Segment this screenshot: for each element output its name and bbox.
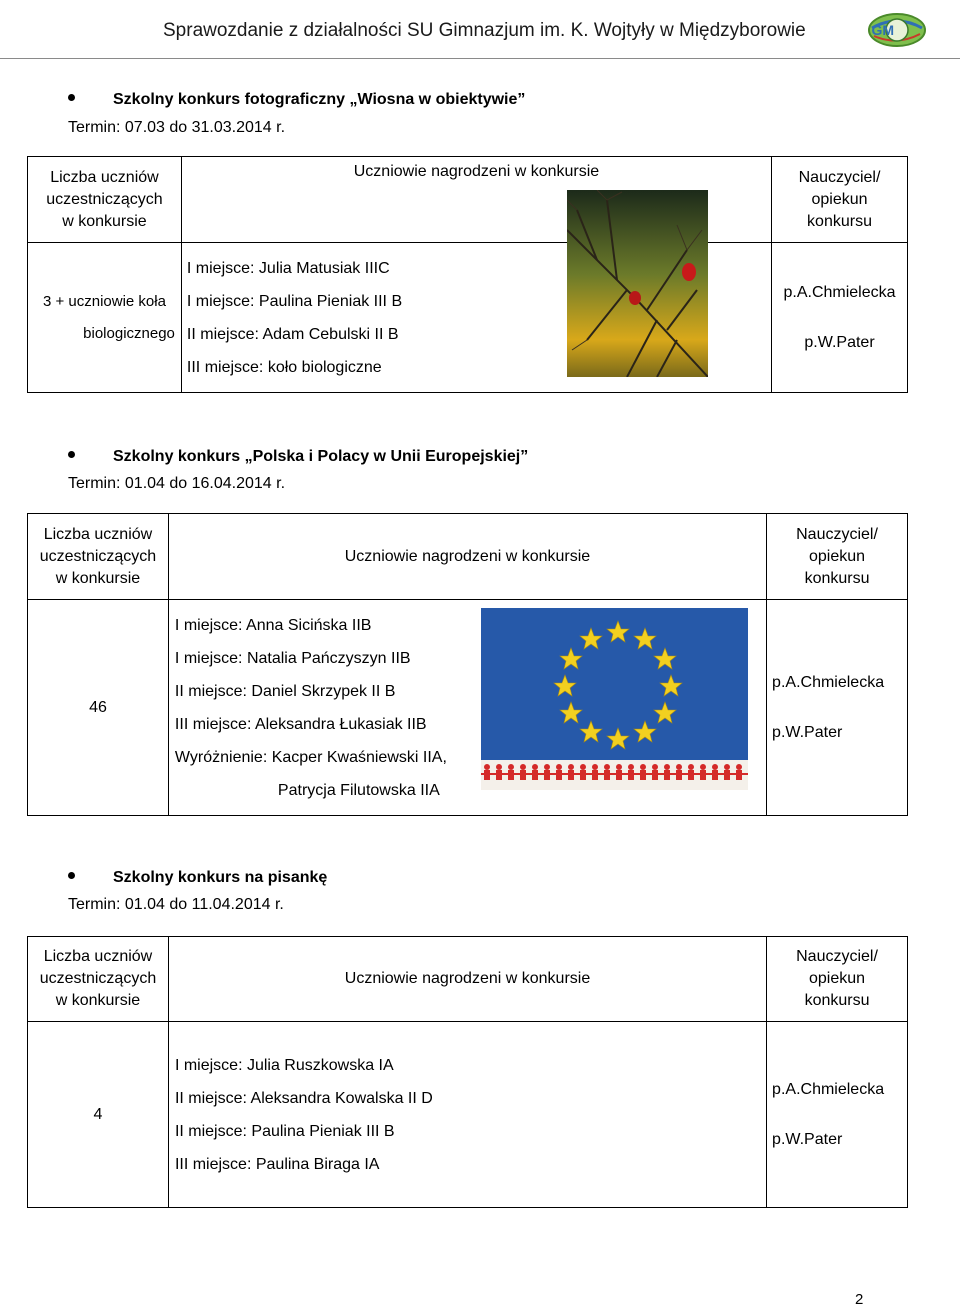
header-participants: Liczba uczniów uczestniczących w konkursie (28, 937, 169, 1022)
section-title: Szkolny konkurs fotograficzny „Wiosna w obiektywie” (68, 91, 525, 109)
section-title: Szkolny konkurs „Polska i Polacy w Unii Europejskiej” (68, 448, 528, 466)
header-title: Sprawozdanie z działalności SU Gimnazjum im. K. Wojtyły w Międzyborowie (163, 20, 806, 41)
section-title: Szkolny konkurs na pisankę (68, 869, 327, 887)
page-number: 2 (855, 1291, 864, 1308)
header-winners: Uczniowie nagrodzeni w konkursie (168, 937, 766, 1022)
teacher-cell: p.A.Chmielecka p.W.Pater (767, 1022, 908, 1208)
rosehip-branch-photo (567, 190, 708, 377)
results-table (27, 513, 908, 816)
winners-cell: I miejsce: Anna Sicińska IIB I miejsce: Natalia Pańczyszyn IIB II miejsce: Daniel Skrzypek II B III miejsce: Aleksandra Łukasiak IIB Wyróżnienie: Kacper Kwaśniewski IIA, Patrycja Filutowska IIA (168, 600, 766, 816)
section-date: Termin: 07.03 do 31.03.2014 r. (68, 119, 286, 136)
bullet-icon (68, 451, 75, 458)
header-teacher: Nauczyciel/ opiekun konkursu (767, 514, 908, 600)
header-winners: Uczniowie nagrodzeni w konkursie (181, 157, 771, 243)
header-teacher: Nauczyciel/ opiekun konkursu (772, 157, 908, 243)
participants-count: 4 (28, 1022, 169, 1208)
header-participants: Liczba uczniów uczestniczących w konkursie (28, 157, 182, 243)
school-logo-icon (864, 6, 930, 50)
section-date: Termin: 01.04 do 11.04.2014 r. (68, 896, 284, 913)
bullet-icon (68, 94, 75, 101)
header-teacher: Nauczyciel/ opiekun konkursu (767, 937, 908, 1022)
header-participants: Liczba uczniów uczestniczących w konkursie (28, 514, 169, 600)
bullet-icon (68, 872, 75, 879)
winners-cell: I miejsce: Julia Ruszkowska IA II miejsce: Aleksandra Kowalska II D II miejsce: Paulina Pieniak III B III miejsce: Paulina Biraga IA (168, 1022, 766, 1208)
section-date: Termin: 01.04 do 16.04.2014 r. (68, 475, 286, 492)
eu-flag-artwork (481, 608, 748, 790)
results-table (27, 156, 908, 393)
results-table (27, 936, 908, 1208)
teacher-cell: p.A.Chmielecka p.W.Pater (772, 243, 908, 393)
participants-count: 3 + uczniowie koła biologicznego (28, 243, 182, 393)
page-header (0, 0, 960, 59)
header-winners: Uczniowie nagrodzeni w konkursie (168, 514, 766, 600)
svg-text:GM: GM (871, 22, 894, 38)
winners-cell: I miejsce: Julia Matusiak IIIC I miejsce: Paulina Pieniak III B II miejsce: Adam Cebulski II B III miejsce: koło biologiczne (181, 243, 771, 393)
participants-count: 46 (28, 600, 169, 816)
teacher-cell: p.A.Chmielecka p.W.Pater (767, 600, 908, 816)
